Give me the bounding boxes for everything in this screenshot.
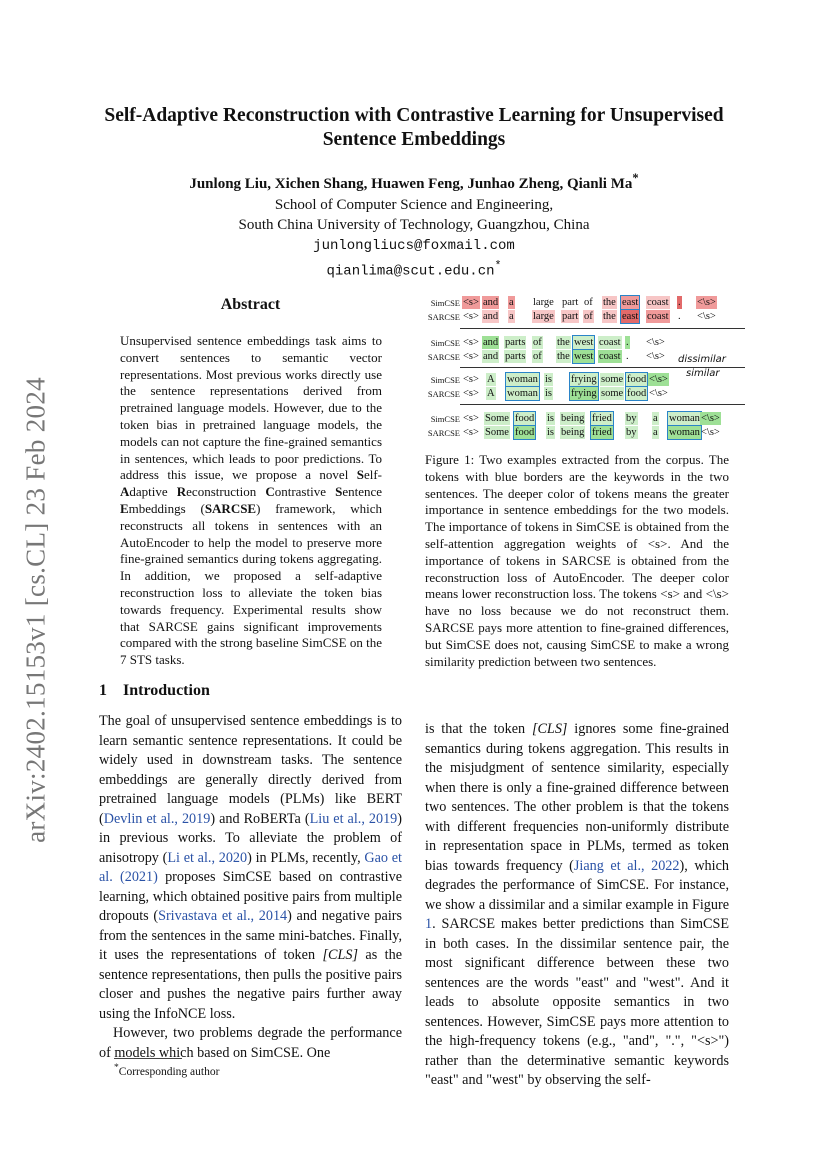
figure-token: <\s> bbox=[701, 413, 720, 424]
citation-link[interactable]: Gao et al. (2021) bbox=[99, 849, 402, 885]
email-2[interactable]: qianlima@scut.edu.cn* bbox=[326, 259, 502, 280]
author-names: Junlong Liu, Xichen Shang, Huawen Feng, Junhao Zheng, Qianli Ma bbox=[189, 176, 633, 192]
arxiv-stamp: arXiv:2402.15153v1 [cs.CL] 23 Feb 2024 bbox=[20, 377, 51, 843]
figure-link[interactable]: 1 bbox=[425, 916, 433, 932]
figure-token: is bbox=[545, 388, 553, 399]
email-1[interactable]: junlongliucs@foxmail.com bbox=[313, 237, 515, 254]
figure-token: some bbox=[601, 388, 624, 399]
figure-token: the bbox=[557, 351, 570, 362]
figure-token: . bbox=[626, 337, 629, 348]
citation-link[interactable]: Liu et al., 2019 bbox=[309, 810, 398, 827]
figure-token: <s> bbox=[463, 413, 479, 424]
figure-token: a bbox=[653, 413, 658, 424]
figure-token: coast bbox=[647, 311, 669, 322]
intro-column-1: The goal of unsupervised sentence embeddings is to learn semantic sentence representations. It could be widely used in downstream tasks. The sentence embeddings are generally directly derived from pretrained language models (PLMs) like BERT (Devlin et al., 2019) and RoBERTa (Liu et al., 2019) in previous works. To alleviate the problem of anisotropy (Li et al., 2020) in PLMs, recently, Gao et al. (2021) proposes SimCSE based on contrastive learning, which obtained positive pairs from multiple dropouts (Srivastava et al., 2014) and negative pairs from the sentences in the same mini-batches. Finally, it uses the representations of token [CLS] as the sentence representations, then pulls the positive pairs closer and pushes the negative pairs further away using the InfoNCE loss. However, two problems degrade the performance of models which based on SimCSE. One bbox=[99, 713, 403, 1061]
figure-token: and bbox=[483, 351, 499, 362]
figure-token: west bbox=[574, 351, 594, 362]
figure-token: A bbox=[487, 374, 495, 385]
figure-token: . bbox=[678, 297, 681, 308]
figure-row-label: SimCSE bbox=[430, 414, 460, 424]
figure-token: coast bbox=[647, 297, 669, 308]
figure-row-label: SimCSE bbox=[430, 375, 460, 385]
figure-token: east bbox=[622, 311, 639, 322]
similar-note: similar bbox=[686, 368, 720, 379]
figure-token: coast bbox=[599, 351, 621, 362]
footnote: *Corresponding author bbox=[114, 1062, 220, 1078]
figure-token: frying bbox=[571, 374, 597, 385]
figure-token: <s> bbox=[463, 351, 479, 362]
figure-token: is bbox=[545, 374, 553, 385]
figure-token: Some bbox=[485, 427, 509, 438]
figure-token: Some bbox=[485, 413, 509, 424]
figure-token: A bbox=[487, 388, 495, 399]
footnote-rule bbox=[114, 1058, 182, 1059]
figure-token: food bbox=[515, 413, 535, 424]
figure-token: a bbox=[509, 297, 514, 308]
paper-title: Self-Adaptive Reconstruction with Contrastive Learning for Unsupervised Sentence Embeddings bbox=[104, 105, 724, 150]
figure-row-label: SARCSE bbox=[427, 389, 460, 399]
figure-row-label: SARCSE bbox=[427, 428, 460, 438]
citation-link[interactable]: Devlin et al., 2019 bbox=[103, 810, 211, 827]
figure-token: woman bbox=[669, 413, 700, 424]
figure-row-label: SimCSE bbox=[430, 338, 460, 348]
figure-divider bbox=[460, 328, 745, 329]
figure-row-label: SARCSE bbox=[427, 352, 460, 362]
author-block: Junlong Liu, Xichen Shang, Huawen Feng, Junhao Zheng, Qianli Ma* School of Computer Science and Engineering, South China University of Technology, Guangzhou, China junlongliucs@foxmail.com qianlima@scut.edu.cn* bbox=[90, 168, 738, 282]
figure-token: . bbox=[678, 311, 681, 322]
figure-row-label: SARCSE bbox=[427, 312, 460, 322]
figure-token: frying bbox=[571, 388, 597, 399]
figure-token: of bbox=[533, 337, 542, 348]
figure-caption: Figure 1: Two examples extracted from the corpus. The tokens with blue borders are the keywords in the two sentences. The deeper color of tokens means the greater importance in sentence embeddings for the two models. The importance of tokens in SimCSE is obtained from the self-attention aggregation weights of <s>. And the importance of tokens in SARCSE is obtained from the reconstruction loss of AutoEncoder. The deeper color means lower reconstruction loss. The tokens <s> and <\s> have no loss because we do not reconstruct them. SARCSE pays more attention to fine-grained differences, but SimCSE does not, causing SimCSE to make a wrong similarity prediction between two sentences. bbox=[425, 452, 729, 669]
figure-token: of bbox=[584, 297, 593, 308]
figure-token: part bbox=[562, 297, 579, 308]
figure-token: <\s> bbox=[646, 351, 665, 362]
figure-token: west bbox=[574, 337, 594, 348]
citation-link[interactable]: Srivastava et al., 2014 bbox=[158, 908, 288, 924]
figure-token: some bbox=[601, 374, 624, 385]
figure-token: being bbox=[561, 413, 585, 424]
affiliation-2: South China University of Technology, Guangzhou, China bbox=[238, 217, 590, 233]
figure-token: . bbox=[626, 351, 629, 362]
figure-token: <s> bbox=[463, 311, 479, 322]
figure-token: fried bbox=[592, 427, 612, 438]
figure-token: of bbox=[533, 351, 542, 362]
figure-token: <s> bbox=[463, 427, 479, 438]
figure-token: woman bbox=[507, 374, 538, 385]
figure-token: the bbox=[603, 311, 616, 322]
intro-column-2: is that the token [CLS] ignores some fine-grained semantics during tokens aggregation. This results in the misjudgment of sentence similarity, especially when there is only a fine-grained difference between two sentences. The other problem is that the tokens with different frequencies non-uniformly distribute in representation space in PLMs, termed as token bias towards frequency (Jiang et al., 2022), which degrades the performance of SimCSE. For instance, we show a dissimilar and a similar example in Figure 1. SARCSE makes better predictions than SimCSE in both cases. In the dissimilar sentence pair, the most significant difference between these two sentences are the words "east" and "west". And it leads to absolute opposite semantics in two sentences. However, SimCSE pays more attention to the high-frequency tokens (e.g., "and", ".", "<s>") rather than the determinative semantic keywords "east" and "west" by observing the self- bbox=[425, 721, 730, 1088]
figure-token: <\s> bbox=[646, 337, 665, 348]
figure-token: <\s> bbox=[649, 388, 668, 399]
figure-token: <\s> bbox=[697, 311, 716, 322]
figure-token: <s> bbox=[463, 388, 479, 399]
figure-token: of bbox=[584, 311, 593, 322]
section-heading: 1 Introduction bbox=[99, 682, 210, 699]
figure-token: large bbox=[533, 311, 554, 322]
figure-token: and bbox=[483, 311, 499, 322]
figure-token: parts bbox=[505, 337, 526, 348]
figure-token: fried bbox=[592, 413, 612, 424]
affiliation-1: School of Computer Science and Engineering, bbox=[274, 196, 554, 213]
figure-token: is bbox=[547, 413, 555, 424]
figure-token: food bbox=[627, 374, 647, 385]
figure-token: woman bbox=[507, 388, 538, 399]
figure-token: large bbox=[533, 297, 554, 308]
figure-token: <\s> bbox=[701, 427, 720, 438]
figure-row-label: SimCSE bbox=[430, 298, 460, 308]
figure-token: a bbox=[509, 311, 514, 322]
figure-token: a bbox=[653, 427, 658, 438]
figure-1 bbox=[420, 292, 740, 442]
figure-token: the bbox=[603, 297, 616, 308]
figure-token: and bbox=[483, 337, 499, 348]
figure-token: <s> bbox=[463, 374, 479, 385]
figure-token: parts bbox=[505, 351, 526, 362]
figure-token: <\s> bbox=[697, 297, 716, 308]
figure-token: <s> bbox=[463, 337, 479, 348]
figure-token: <\s> bbox=[649, 374, 668, 385]
figure-token: the bbox=[557, 337, 570, 348]
figure-token: food bbox=[515, 427, 535, 438]
figure-divider bbox=[460, 404, 745, 405]
citation-link[interactable]: Li et al., 2020 bbox=[167, 849, 248, 866]
figure-token: is bbox=[547, 427, 555, 438]
figure-token: being bbox=[561, 427, 585, 438]
abstract-body: Unsupervised sentence embeddings task aims to convert sentences to semantic vector representations. Most previous works directly use the sentence representations derived from pretrained language models. However, due to the token bias in pretrained language models, the models can not capture the fine-grained semantics in sentences, which leads to poor predictions. To address this issue, we propose a novel Self-Adaptive Reconstruction Contrastive Sentence Embeddings (SARCSE) framework, which reconstructs all tokens in sentences with an AutoEncoder to help the model to preserve more fine-grained semantics during tokens aggregating. In addition, we proposed a self-adaptive reconstruction loss to alleviate the token bias towards frequency. Experimental results show that SARCSE gains significant improvements compared with the strong baseline SimCSE on the 7 STS tasks. bbox=[120, 333, 383, 668]
figure-token: part bbox=[562, 311, 579, 322]
figure-token: woman bbox=[669, 427, 700, 438]
figure-token: by bbox=[626, 427, 637, 438]
figure-token: coast bbox=[599, 337, 621, 348]
abstract-heading: Abstract bbox=[220, 296, 281, 313]
figure-token: and bbox=[483, 297, 499, 308]
figure-token: food bbox=[627, 388, 647, 399]
dissimilar-note: dissimilar bbox=[678, 354, 726, 365]
figure-token: east bbox=[622, 297, 639, 308]
citation-link[interactable]: Jiang et al., 2022 bbox=[573, 857, 680, 874]
figure-token: by bbox=[626, 413, 637, 424]
figure-token: <s> bbox=[463, 297, 479, 308]
